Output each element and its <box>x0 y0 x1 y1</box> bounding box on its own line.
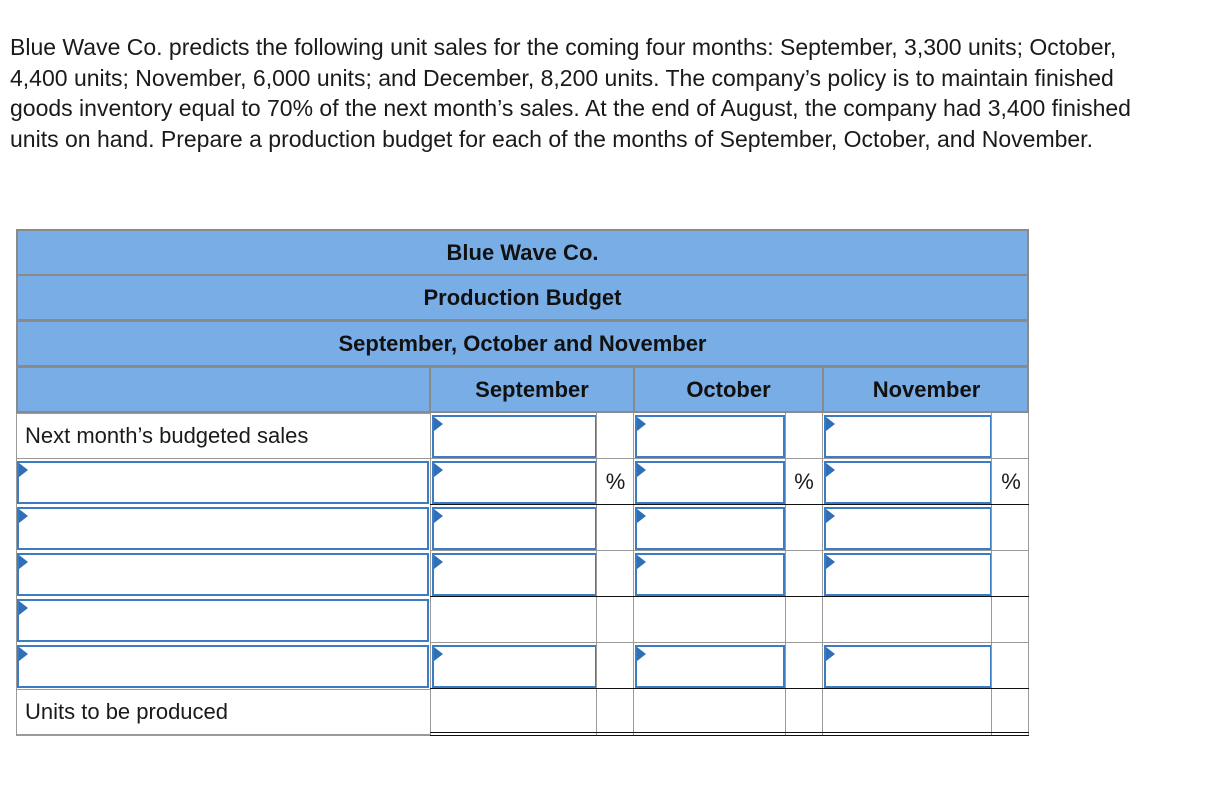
percent-sign: % <box>794 469 814 494</box>
input-marker-icon <box>434 555 443 569</box>
column-header-september: September <box>475 376 589 402</box>
row-label-input[interactable] <box>17 507 429 550</box>
table-row <box>16 597 1029 643</box>
input-marker-icon <box>19 555 28 569</box>
amount-input-october[interactable] <box>635 461 785 504</box>
amount-input-november[interactable] <box>824 415 992 458</box>
amount-input-september[interactable] <box>432 415 597 458</box>
amount-input-october[interactable] <box>635 507 785 550</box>
row-label-input[interactable] <box>17 553 429 596</box>
input-marker-icon <box>826 509 835 523</box>
input-marker-icon <box>19 463 28 477</box>
input-marker-icon <box>637 463 646 477</box>
table-row <box>16 551 1029 597</box>
input-marker-icon <box>637 417 646 431</box>
amount-input-november[interactable] <box>824 507 992 550</box>
budget-title: Production Budget <box>16 274 1029 321</box>
table-row <box>16 505 1029 551</box>
column-header-october: October <box>686 376 771 402</box>
production-budget-table <box>16 229 1029 736</box>
table-row <box>16 643 1029 689</box>
input-marker-icon <box>637 509 646 523</box>
amount-input-november[interactable] <box>824 461 992 504</box>
row-label: Units to be produced <box>16 689 430 735</box>
amount-input-september[interactable] <box>432 553 597 596</box>
column-header-november: November <box>872 376 981 402</box>
input-marker-icon <box>19 601 28 615</box>
row-label-input[interactable] <box>17 645 429 688</box>
amount-input-october[interactable] <box>635 415 785 458</box>
input-marker-icon <box>637 555 646 569</box>
company-name: Blue Wave Co. <box>16 229 1029 276</box>
problem-statement: Blue Wave Co. predicts the following unit sales for the coming four months: September, 3,300 units; October, 4,400 units; November, 6,000 units; and December, 8,200 units. The company’s policy is to maintain finished goods inventory equal to 70% of the next month’s sales. At the end of August, the company had 3,400 finished units on hand. Prepare a production budget for each of the months of September, October, and November. <box>10 34 1131 152</box>
input-marker-icon <box>434 509 443 523</box>
amount-input-september[interactable] <box>432 507 597 550</box>
input-marker-icon <box>826 555 835 569</box>
grid-line <box>430 550 1029 551</box>
amount-input-october[interactable] <box>635 645 785 688</box>
percent-sign: % <box>605 469 626 494</box>
row-label: Next month’s budgeted sales <box>16 413 430 459</box>
table-row <box>16 459 1029 505</box>
input-marker-icon <box>434 417 443 431</box>
amount-input-september[interactable] <box>432 461 597 504</box>
grid-line <box>430 688 1029 689</box>
input-marker-icon <box>434 463 443 477</box>
amount-input-november[interactable] <box>824 553 992 596</box>
budget-period: September, October and November <box>16 320 1029 367</box>
grid-line <box>430 596 1029 597</box>
grid-line <box>16 413 17 736</box>
input-marker-icon <box>434 647 443 661</box>
amount-input-november[interactable] <box>824 645 992 688</box>
grid-line <box>430 458 1029 459</box>
row-label-input[interactable] <box>17 461 429 504</box>
table-row <box>16 689 1029 735</box>
amount-input-october[interactable] <box>635 553 785 596</box>
grid-line <box>430 735 1029 736</box>
input-marker-icon <box>826 647 835 661</box>
row-label-input[interactable] <box>17 599 429 642</box>
grid-line <box>430 732 1029 733</box>
input-marker-icon <box>19 647 28 661</box>
grid-line <box>430 504 1029 505</box>
input-marker-icon <box>19 509 28 523</box>
table-row <box>16 413 1029 459</box>
amount-input-september[interactable] <box>432 645 597 688</box>
input-marker-icon <box>826 417 835 431</box>
percent-sign: % <box>1001 469 1021 494</box>
grid-line <box>16 735 430 736</box>
grid-line <box>430 642 1029 643</box>
input-marker-icon <box>826 463 835 477</box>
input-marker-icon <box>637 647 646 661</box>
